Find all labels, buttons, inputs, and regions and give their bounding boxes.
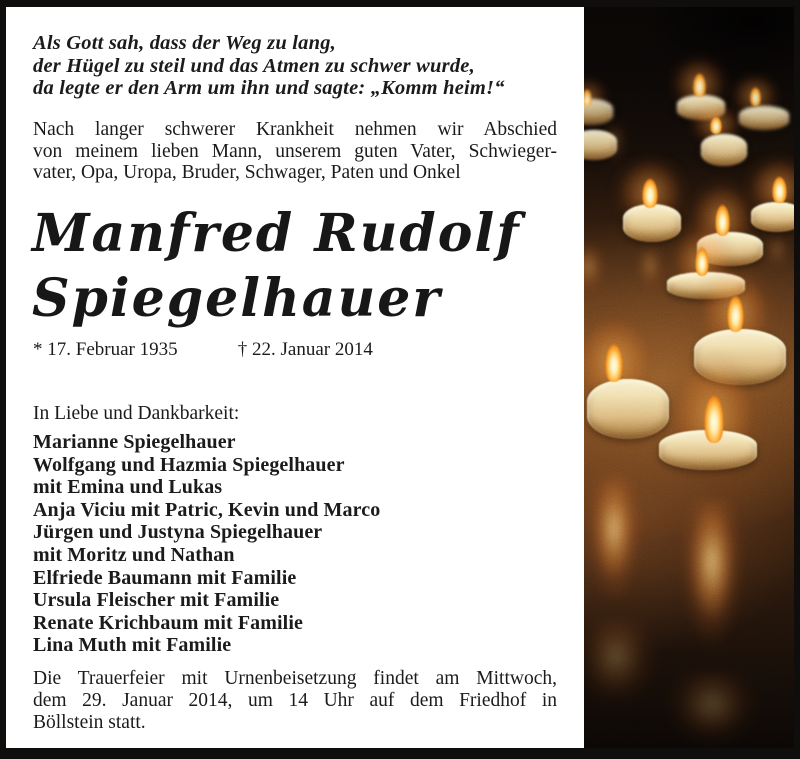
mourner-line: Renate Krichbaum mit Familie: [33, 611, 303, 634]
mourner-line: Ursula Fleischer mit Familie: [33, 589, 280, 612]
candle-flame: [727, 295, 744, 332]
notice-paper: [6, 7, 584, 748]
mourner-line: Anja Viciu mit Patric, Kevin und Marco: [33, 498, 381, 521]
intro-line: Nach langer schwerer Krankheit nehmen wir Abschied: [33, 119, 557, 140]
deceased-name-line2: Spiegelhauer: [32, 268, 442, 329]
funeral-info: [33, 668, 557, 734]
intro-line: von meinem lieben Mann, unserem guten Vater, Schwieger-: [33, 140, 557, 162]
mourner-line: Elfriede Baumann mit Familie: [33, 566, 297, 589]
funeral-line: Die Trauerfeier mit Urnenbeisetzung findet am Mittwoch,: [33, 668, 557, 689]
candle-reflection: [662, 671, 762, 748]
intro-text: [33, 119, 557, 184]
intro-line: vater, Opa, Uropa, Bruder, Schwager, Paten und Onkel: [33, 162, 461, 183]
mourner-line: Jürgen und Justyna Spiegelhauer: [33, 521, 323, 544]
mourners-intro: In Liebe und Dankbarkeit:: [33, 403, 240, 424]
candles-photo: [584, 7, 794, 748]
mourner-line: mit Emina und Lukas: [33, 476, 223, 499]
candle-reflection: [584, 617, 661, 747]
candle-flame: [750, 87, 761, 106]
tealight-cup: [587, 379, 669, 439]
mourner-line: Marianne Spiegelhauer: [33, 431, 236, 453]
candle-reflection: [637, 247, 663, 309]
poem-line: der Hügel zu steil und das Atmen zu schwer wurde,: [33, 54, 475, 77]
poem-line: Als Gott sah, dass der Weg zu lang,: [33, 32, 336, 54]
funeral-line: Böllstein statt.: [33, 712, 146, 733]
mourner-line: mit Moritz und Nathan: [33, 543, 235, 566]
birth-date: * 17. Februar 1935: [33, 339, 178, 360]
deceased-name: [32, 201, 577, 331]
funeral-line: dem 29. Januar 2014, um 14 Uhr auf dem Friedhof in: [33, 690, 557, 711]
deceased-name-line1: Manfred Rudolf: [32, 203, 521, 264]
candle-flame: [710, 116, 722, 134]
poem: [33, 32, 563, 100]
mourners-list: [33, 431, 557, 657]
death-date: † 22. Januar 2014: [237, 339, 373, 360]
mourner-line: Wolfgang und Hazmia Spiegelhauer: [33, 453, 345, 476]
candle-flame: [693, 73, 706, 97]
poem-line: da legte er den Arm um ihn und sagte: „Komm heim!“: [33, 77, 505, 99]
life-dates: [33, 339, 557, 361]
mourner-line: Lina Muth mit Familie: [33, 634, 232, 657]
candle-flame: [772, 176, 787, 203]
